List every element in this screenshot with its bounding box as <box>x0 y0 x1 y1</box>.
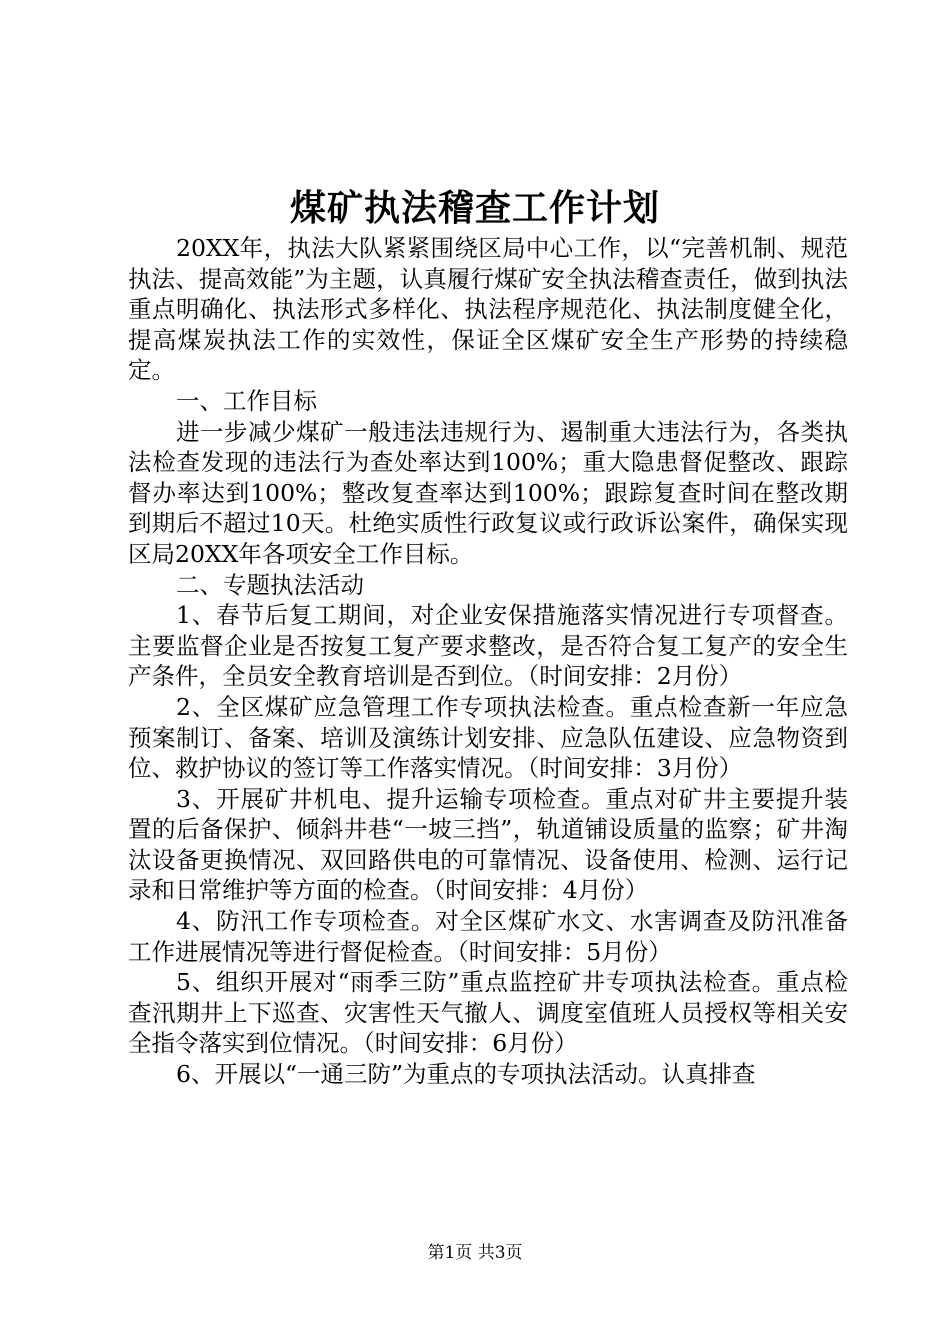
section-heading-goals: 一、工作目标 <box>176 386 317 415</box>
document-title: 煤矿执法稽查工作计划 <box>289 187 660 229</box>
section-heading-activities: 二、专题执法活动 <box>176 570 364 599</box>
goals-paragraph: 进一步减少煤矿一般违法违规行为、遏制重大违法行为，各类执法检查发现的违法行为查处率达到100%；重大隐患督促整改、跟踪督办率达到100%；整改复查率达到100%；跟踪复查时间在整改期到期后不超过10天。杜绝实质性行政复议或行政诉讼案件，确保实现区局20XX年各项安全工作目标。 <box>128 417 848 568</box>
page-footer: 第1页 共3页 <box>427 1243 523 1263</box>
activity-item-1: 1、春节后复工期间，对企业安保措施落实情况进行专项督查。主要监督企业是否按复工复产要求整改，是否符合复工复产的安全生产条件，全员安全教育培训是否到位。（时间安排：2月份） <box>128 601 848 691</box>
intro-paragraph: 20XX年，执法大队紧紧围绕区局中心工作，以“完善机制、规范执法、提高效能”为主题，认真履行煤矿安全执法稽查责任，做到执法重点明确化、执法形式多样化、执法程序规范化、执法制度健全化，提高煤炭执法工作的实效性，保证全区煤矿安全生产形势的持续稳定。 <box>128 234 848 385</box>
activity-item-2: 2、全区煤矿应急管理工作专项执法检查。重点检查新一年应急预案制订、备案、培训及演练计划安排、应急队伍建设、应急物资到位、救护协议的签订等工作落实情况。（时间安排：3月份） <box>128 692 848 783</box>
activity-item-5: 5、组织开展对“雨季三防”重点监控矿井专项执法检查。重点检查汛期井上下巡查、灾害性天气撤人、调度室值班人员授权等相关安全指令落实到位情况。（时间安排：6月份） <box>128 968 848 1058</box>
activity-item-4: 4、防汛工作专项检查。对全区煤矿水文、水害调查及防汛准备工作进展情况等进行督促检查。（时间安排：5月份） <box>128 907 848 966</box>
activity-item-6: 6、开展以“一通三防”为重点的专项执法活动。认真排查 <box>176 1060 756 1089</box>
document-body <box>128 233 848 1090</box>
activity-item-3: 3、开展矿井机电、提升运输专项检查。重点对矿井主要提升装置的后备保护、倾斜井巷“一坡三挡”，轨道铺设质量的监察；矿井淘汰设备更换情况、双回路供电的可靠情况、设备使用、检测、运行记录和日常维护等方面的检查。（时间安排：4月份） <box>128 784 848 905</box>
